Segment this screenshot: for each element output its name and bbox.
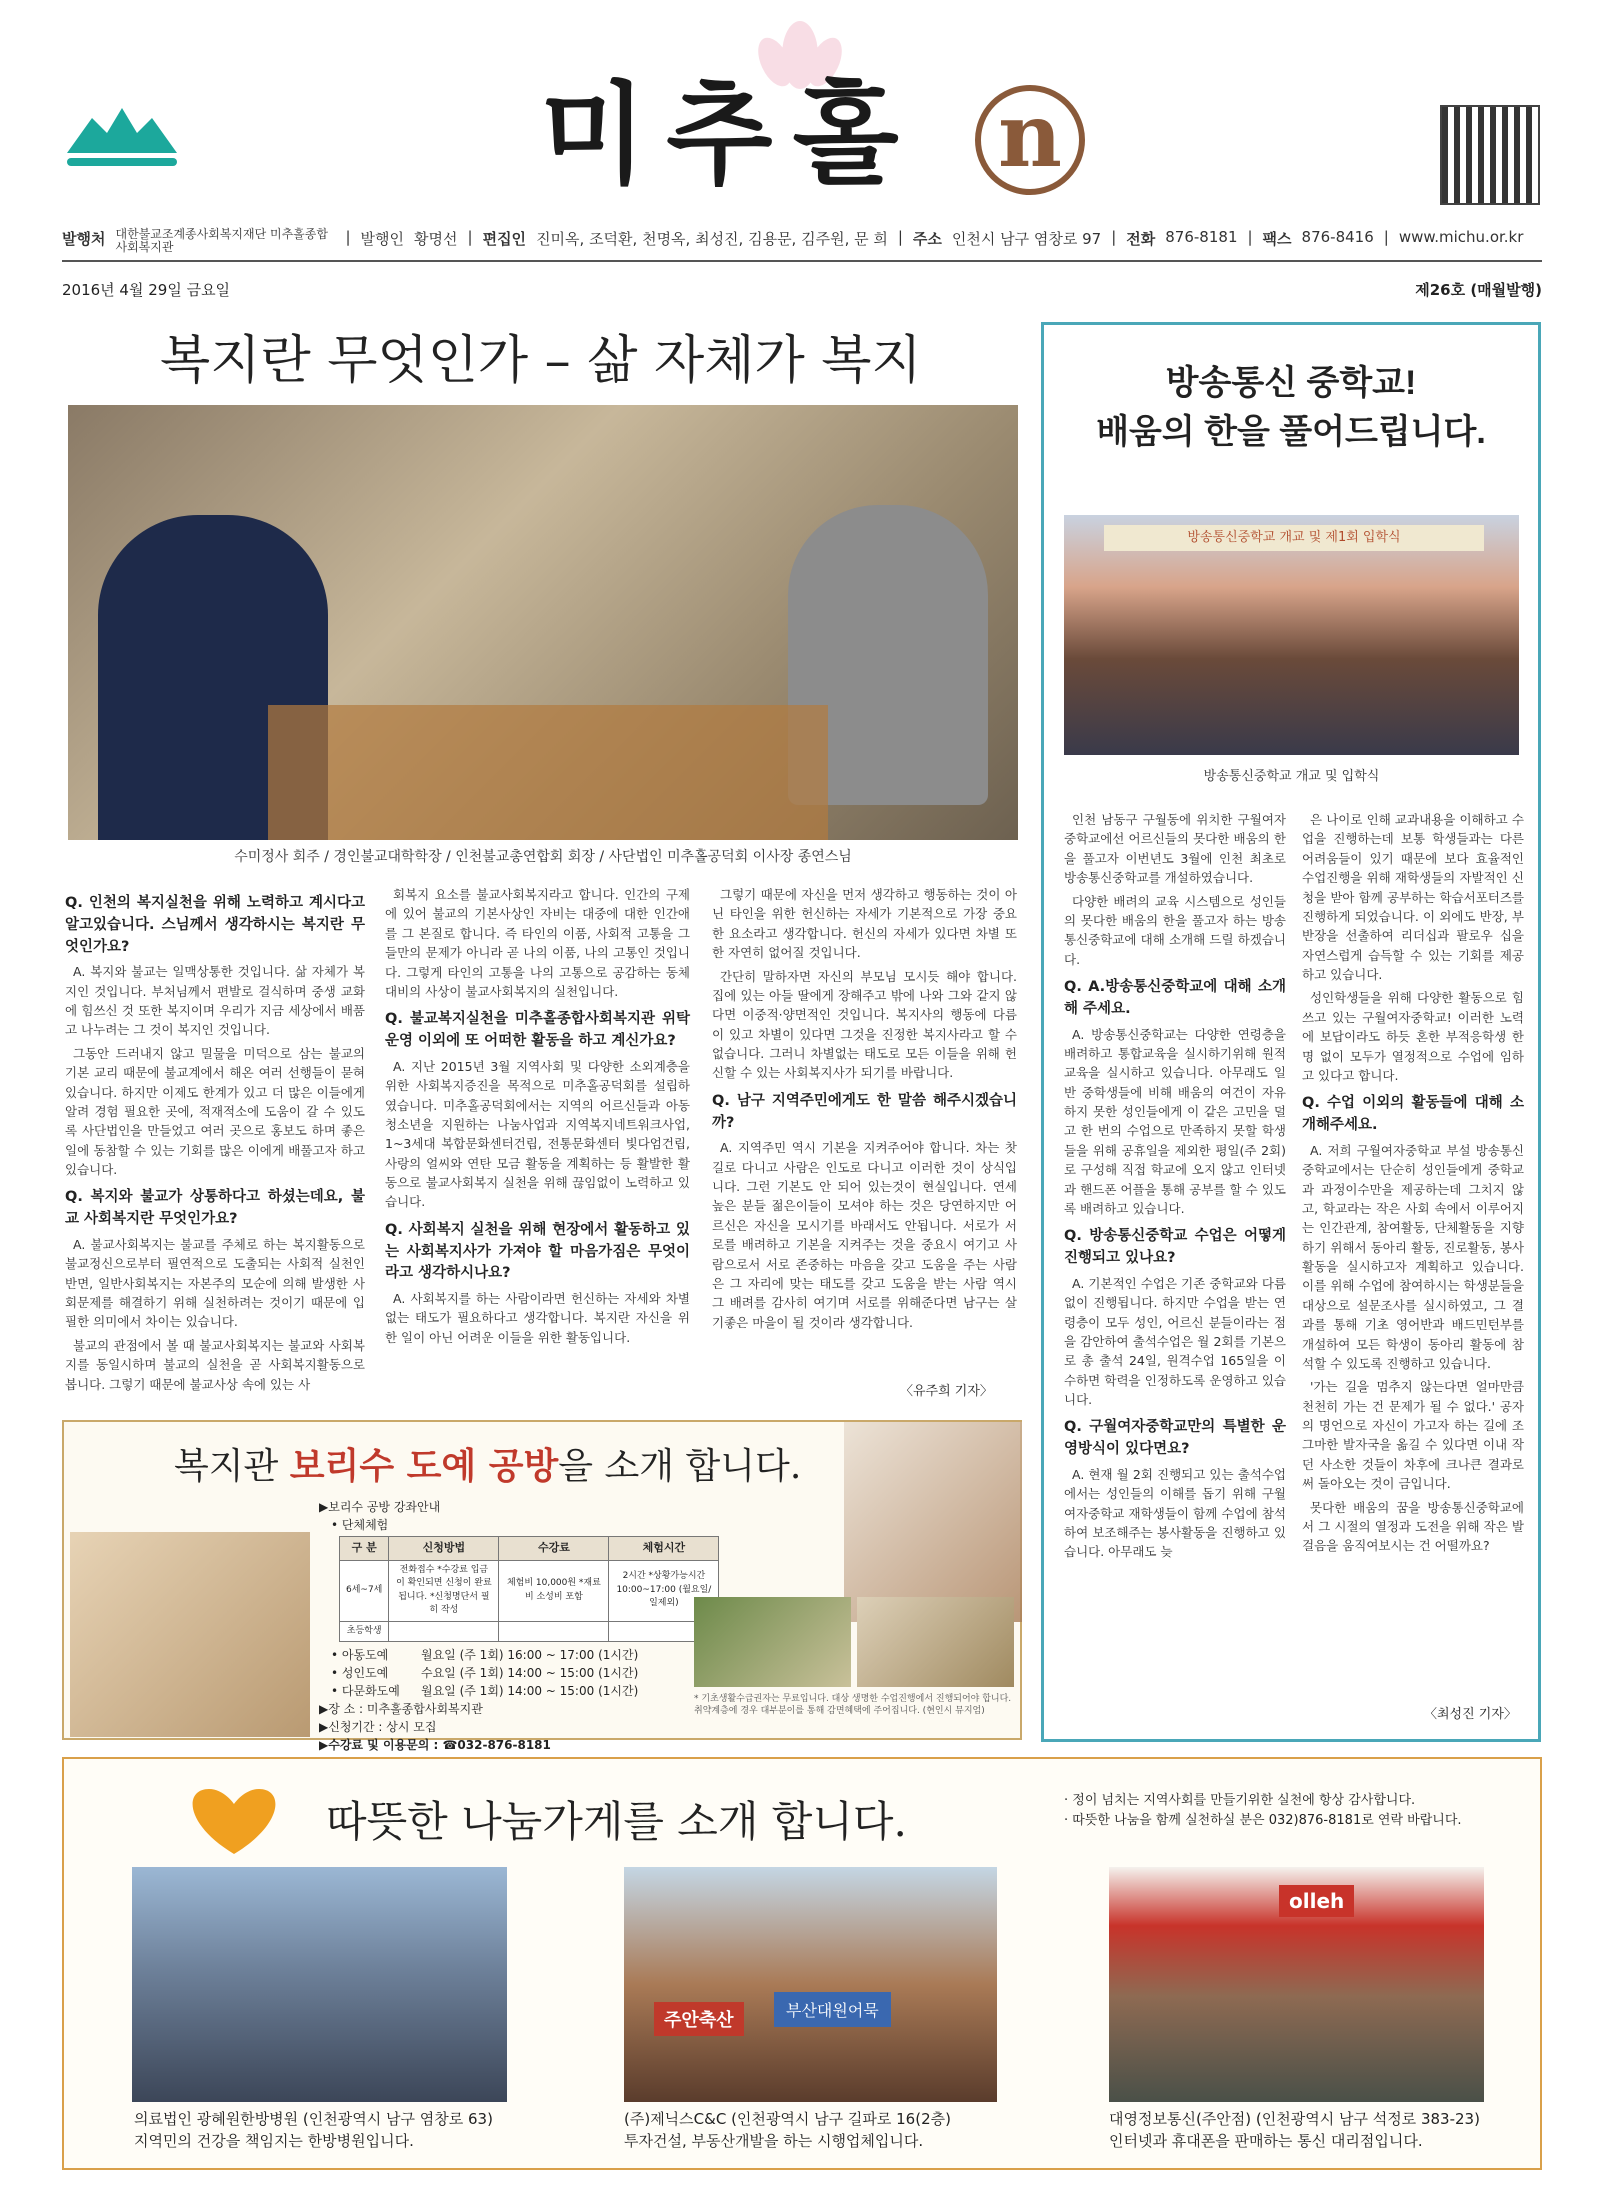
table-cell (389, 1621, 499, 1642)
schedule-time: 월요일 (주 1회) 16:00 ~ 17:00 (1시간) (421, 1648, 639, 1662)
table-cell: 전화접수 *수강료 입금이 확인되면 신청이 완료 됩니다. *신청명단서 필히 작성 (389, 1560, 499, 1621)
pottery-ad-title (174, 1438, 801, 1489)
issue-number: 제26호 (매월발행) (1415, 281, 1542, 299)
pottery-table (339, 1536, 719, 1642)
main-byline: 〈유주희 기자〉 (900, 1384, 993, 1399)
shops-note-1: · 정이 넘치는 지역사회를 만들기위한 실천에 항상 감사합니다. (1064, 1793, 1416, 1808)
paragraph: 회복지 요소를 불교사회복지라고 합니다. 인간의 구제에 있어 불교의 기본사상인 자비는 대중에 대한 인간애를 그 본질로 합니다. 즉 타인의 이품, 사회적 고통을 그들만의 문제가 아니라 곧 나의 이품, 나의 고통인 것입니다. 그렇게 타인의 고통을 나의 고통으로 공감하는 동체대비의 사상이 불교사회복지의 실천입니다. (385, 887, 690, 999)
question: Q. 사회복지 실천을 위해 현장에서 활동하고 있는 사회복지사가 가져야 할 마음가짐은 무엇이라고 생각하시나요? (385, 1221, 690, 1282)
pottery-photos (694, 1597, 1014, 1687)
table-row (340, 1621, 719, 1642)
paragraph: A. 불교사회복지는 불교를 주체로 하는 복지활동으로 불교정신으로부터 필연적으로 도출되는 사회적 실천인 반면, 일반사회복지는 자본주의 모순에 의해 발생한 사회문제를 해결하기 위해 실천하려는 것이기 때문에 입필한 의미에서 차이는 있습니다. (65, 1236, 365, 1330)
shop-name-3: 대영정보통신(주안점) (인천광역시 남구 석정로 383-23) (1109, 2110, 1480, 2128)
publisher-label: 발행처 (62, 230, 106, 248)
pottery-note: * 기초생활수급권자는 무료입니다. 대상 생명한 수업진행에서 진행되어야 합니다. 취약계층에 경우 대부분이를 통해 감면혜택에 주어집니다. (현인시 뮤지엄) (694, 1694, 1012, 1716)
main-col-2 (385, 885, 690, 1351)
pottery-apply: ▶신청기간 : 상시 모집 (319, 1720, 437, 1734)
fax-label: 팩스 (1262, 230, 1292, 248)
pottery-place: ▶장 소 : 미추홀종합사회복지관 (319, 1702, 483, 1716)
shop-desc-3: 인터넷과 휴대폰을 판매하는 통신 대리점입니다. (1109, 2131, 1423, 2150)
pottery-info (319, 1498, 719, 1754)
paragraph: '가는 길을 멈추지 않는다면 얼마만큼 천천히 가는 건 문제가 될 수 없다.' 공자의 명언으로 자신이 가고자 하는 길에 조그마한 발자국을 옮길 수 있다면 이내 작던 사소한 것들이 차후에 크나큰 결과로써 돌아오는 것이 금입니다. (1302, 1379, 1524, 1492)
paragraph: 간단히 말하자면 자신의 부모님 모시듯 해야 합니다. 집에 있는 아들 딸에게 장해주고 밖에 나와 그와 같지 않다면 이중적·양면적인 것입니다. 복지사의 행동에 다름이 있고 차별이 있다면 그것을 진정한 복지사라고 할 수 없습니다. 그러니 차별없는 태도로 모든 이들을 위해 헌신할 수 있는 사회복지사가 되기를 바랍니다. (712, 968, 1017, 1081)
main-col-1 (65, 885, 365, 1398)
paragraph: 은 나이로 인해 교과내용을 이해하고 수업을 진행하는데 보통 학생들과는 다른 어려움들이 있기 때문에 보다 효율적인 수업진행을 위해 재학생들의 자발적인 신청을 받아 함께 공부하는 학습서포터즈를 진행하게 되었습니다. 이 외에도 반장, 부반장을 선출하여 리더십과 팔로우 십을 자연스럽게 습득할 수 있는 기회를 제공하고 있습니다. (1302, 812, 1524, 982)
right-headline-2: 배움의 한을 풀어드립니다. (1096, 413, 1486, 452)
table-header: 신청방법 (389, 1537, 499, 1561)
pottery-fee: ▶수강료 및 이용문의 : ☎032-876-8181 (319, 1738, 551, 1752)
shop-photo-2 (624, 1867, 997, 2102)
qr-code-icon[interactable] (1440, 105, 1540, 205)
shops-title: 따뜻한 나눔가게를 소개 합니다. (326, 1797, 907, 1846)
schedule-row (331, 1664, 719, 1682)
paragraph: 다양한 배려의 교육 시스템으로 성인들의 못다한 배움의 한을 풀고자 하는 방송통신중학교에 대해 소개해 드릴 하겠습니다. (1064, 893, 1286, 967)
shop-caption-3 (1109, 2109, 1539, 2153)
right-col-2 (1302, 810, 1524, 1560)
fax: 876-8416 (1301, 228, 1374, 246)
right-photo-caption: 방송통신중학교 개교 및 입학식 (1203, 769, 1380, 784)
pottery-photo-1 (694, 1597, 851, 1687)
table-header: 체험시간 (609, 1537, 719, 1561)
schedule-time: 월요일 (주 1회) 14:00 ~ 15:00 (1시간) (421, 1684, 639, 1698)
paragraph: A. 방송통신중학교는 다양한 연령층을 배려하고 통합교육을 실시하기위해 원적 교육을 실시하고 있습니다. 아무래도 일반 중학생들에 비해 배움의 여건이 자유하지 못한 성인들에게 이 같은 고민을 덜고 한 번의 수업으로 만족하지 못할 학생들을 위해 공휴일을 제외한 평일(주 2회)로 구성해 직접 학교에 오지 않고 인터넷과 핸드폰 어플을 통해 공부를 할 수 있도록 배려하고 있습니다. (1064, 1026, 1286, 1216)
shop-photo-1 (132, 1867, 507, 2102)
question: Q. 복지와 불교가 상통하다고 하셨는데요, 불교 사회복지란 무엇인가요? (65, 1189, 365, 1228)
table-row (340, 1560, 719, 1621)
issuer: 황명선 (414, 230, 458, 248)
website-link[interactable]: www.michu.or.kr (1398, 228, 1524, 246)
heart-hands-icon (164, 1779, 304, 1859)
ceremony-banner: 방송통신중학교 개교 및 제1회 입학식 (1104, 525, 1484, 551)
main-photo-caption: 수미정사 회주 / 경인불교대학학장 / 인천불교총연합회 회장 / 사단법인 미추홀공덕회 이사장 종연스님 (234, 849, 852, 865)
pottery-intro: ▶보리수 공방 강좌안내 (319, 1500, 441, 1514)
schedule-row (331, 1646, 719, 1664)
table-header: 수강료 (499, 1537, 609, 1561)
address: 인천시 남구 염창로 97 (951, 230, 1102, 248)
shop-desc-2: 투자건설, 부동산개발을 하는 시행업체입니다. (624, 2131, 924, 2150)
paragraph: A. 기본적인 수업은 기존 중학교와 다름없이 진행됩니다. 하지만 수업을 받는 연령층이 모두 성인, 어르신 분들이라는 점을 감안하여 출석수업은 월 2회를 기본으로 총 출석 24일, 원격수업 165일을 이수하면 학력을 인정하도록 운영하고 있습니다. (1064, 1275, 1286, 1407)
paragraph: A. 지난 2015년 3월 지역사회 및 다양한 소외계층을 위한 사회복지증진을 목적으로 미추홀공덕회를 설립하였습니다. 미추홀공덕회에서는 지역의 어르신들과 아동청소년을 지원하는 나눔사업과 지역복지네트워크사업, 1~3세대 복합문화센터건립, 전통문화센터 빛다엄건립, 사랑의 얼씨와 연탄 모금 활동을 계획하는 등 활발한 활동으로 불교사회복지 실천을 위해 끊임없이 노력하고 있습니다. (385, 1058, 690, 1210)
pottery-photo-2 (857, 1597, 1014, 1687)
pottery-group: • 단체체험 (331, 1518, 389, 1532)
paragraph: 못다한 배움의 꿈을 방송통신중학교에서 그 시절의 열정과 도전을 위해 작은 발걸음을 움직여보시는 건 어떨까요? (1302, 1499, 1524, 1554)
table-cell: 초등학생 (340, 1621, 389, 1642)
table-cell: 6세~7세 (340, 1560, 389, 1621)
question: Q. 구월여자중학교만의 특별한 운영방식이 있다면요? (1064, 1419, 1286, 1458)
paragraph: 그렇기 때문에 자신을 먼저 생각하고 행동하는 것이 아닌 타인을 위한 헌신하는 자세가 기본적으로 가장 중요한 요소라고 생각합니다. 헌신의 자세가 있다면 차별 또한 자연히 없어질 것입니다. (712, 887, 1017, 961)
table-cell: 체험비 10,000원 *재료비 소성비 포함 (499, 1560, 609, 1621)
masthead-n-mark: n (975, 85, 1085, 195)
schedule-label: • 다문화도예 (331, 1684, 400, 1698)
main-col-3 (712, 885, 1017, 1336)
paragraph: 불교의 관점에서 볼 때 불교사회복지는 불교와 사회복지를 동일시하며 불교의 실천을 곧 사회복지활동으로 봅니다. 그렇기 때문에 불교사상 속에 있는 사 (65, 1337, 365, 1392)
shop-name-2: (주)제닉스C&C (인천광역시 남구 길파로 16(2층) (624, 2110, 951, 2128)
shop-caption-2 (624, 2109, 1044, 2153)
paragraph: A. 복지와 불교는 일맥상통한 것입니다. 삶 자체가 복지인 것입니다. 부처님께서 편발로 걸식하며 중생 교화에 힘쓰신 것 또한 복지이며 우리가 지금 세상에서 배품고 나누려는 그 것이 복지인 것입니다. (65, 964, 365, 1038)
table-cell: 2시간 *상황가능시간 10:00~17:00 (월요일/일제외) (609, 1560, 719, 1621)
pottery-image-left (70, 1532, 310, 1737)
info-bar: 발행처 대한불교조계종사회복지재단 미추홀종합사회복지관 | 발행인 황명선 | 편집인 진미옥, 조덕환, 천명옥, 최성진, 김용문, 김주원, 문 희 | 주소 인천시 남구 염창로 97 | 전화 876-8181 | 팩스 876-8416 | www.michu.or.kr (62, 228, 1542, 262)
schedule-time: 수요일 (주 1회) 14:00 ~ 15:00 (1시간) (421, 1666, 639, 1680)
dateline: 2016년 4월 29일 금요일 (62, 281, 231, 299)
schedule-label: • 성인도예 (331, 1666, 389, 1680)
store-sign-3: olleh (1279, 1885, 1354, 1917)
main-headline: 복지란 무엇인가 – 삶 자체가 복지 (160, 331, 922, 391)
title-post: 을 소개 합니다. (558, 1446, 802, 1487)
sharing-shops-ad (62, 1757, 1542, 2170)
paragraph: A. 사회복지를 하는 사람이라면 헌신하는 자세와 차별없는 태도가 필요하다고 생각합니다. 복지란 자신을 위한 일이 아닌 어려운 이들을 위한 활동입니다. (385, 1291, 690, 1345)
interview-photo (68, 405, 1018, 840)
address-label: 주소 (912, 230, 942, 248)
question: Q. 남구 지역주민에게도 한 말씀 해주시겠습니까? (712, 1092, 1017, 1131)
question: Q. A.방송통신중학교에 대해 소개해 주세요. (1064, 979, 1286, 1017)
schedule-label: • 아동도예 (331, 1648, 389, 1662)
shop-desc-1: 지역민의 건강을 책임지는 한방병원입니다. (134, 2131, 414, 2150)
paragraph: A. 저희 구월여자중학교 부설 방송통신중학교에서는 단순히 성인들에게 중학교과 과정이수만을 제공하는데 그치지 않고, 학교라는 작은 사회 속에서 이루어지는 인간관계, 참여활동, 단체활동을 지향하기 위해서 동아리 활동, 진로활동, 봉사활동을 실시하고자 계획하고 있습니다. 이를 위해 수업에 참여하시는 학생분들을 대상으로 설문조사를 실시하였고, 그 결과를 통해 기초 영어반과 배드민턴부를 개설하여 모든 학생이 동아리 활동에 참석할 수 있도록 진행하고 있습니다. (1302, 1142, 1524, 1371)
pottery-ad (62, 1420, 1022, 1752)
schedule-row (331, 1682, 719, 1700)
shops-note-2: · 따뜻한 나눔을 함께 실천하실 분은 032)876-8181로 연락 바랍니다. (1064, 1813, 1462, 1828)
publisher-org: 대한불교조계종사회복지재단 미추홀종합사회복지관 (115, 227, 328, 255)
pottery-image-right (844, 1422, 1022, 1622)
paragraph: 그동안 드러내지 않고 밀물을 미덕으로 삼는 불교의 기본 교리 때문에 불교계에서 해온 여러 선행들이 묻혀있습니다. 하지만 이제도 한계가 있고 더 많은 이들에게 알려 경험 필요한 곳에, 적재적소에 도움이 갈 수 있도록 사단법인을 만들었고 여러 곳으로 홍보도 하며 좋은 일에 동참할 수 있는 기회를 많은 이에게 배풀고자 하고 있습니다. (65, 1045, 365, 1177)
shop-caption-1 (134, 2109, 554, 2153)
paragraph: 인천 남동구 구월동에 위치한 구월여자중학교에선 어르신들의 못다한 배움의 한을 풀고자 이번년도 3월에 인천 최초로 방송통신중학교를 개설하였습니다. (1064, 812, 1286, 886)
title-highlight: 보리수 도예 공방 (289, 1445, 559, 1487)
store-sign-2: 부산대원어묵 (774, 1992, 891, 2027)
right-byline: 〈최성진 기자〉 (1424, 1707, 1517, 1722)
masthead-title: 미추홀 (540, 70, 919, 199)
store-sign-1: 주안축산 (654, 2002, 744, 2036)
paragraph: A. 지역주민 역시 기본을 지켜주어야 합니다. 차는 찻길로 다니고 사람은 인도로 다니고 이러한 것이 상식입니다. 그런 기본도 안 되어 있는것이 현실입니다. 연세 높은 분들 젊은이들이 모셔야 하는 것은 당연하지만 어르신은 자신을 모시기를 바래서도 안됩니다. 서로가 서로를 배려하고 기본을 지켜주는 것을 중요시 여기고 사람으로서 서로 존중하는 마음을 갖고 도움을 주는 사람은 그 자리에 맞는 태도를 갖고 도움을 받는 사람 역시 그 배려를 감사히 여기며 서로를 위해준다면 남구는 살기좋은 마을이 될 것이라 생각합니다. (712, 1140, 1017, 1330)
issuer-label: 발행인 (360, 230, 405, 248)
shop-photo-3 (1109, 1867, 1484, 2102)
phone: 876-8181 (1165, 228, 1238, 246)
shop-name-1: 의료법인 광혜원한방병원 (인천광역시 남구 염창로 63) (134, 2110, 493, 2128)
question: Q. 수업 이외의 활동들에 대해 소개해주세요. (1302, 1095, 1524, 1133)
question: Q. 불교복지실천을 미추홀종합사회복지관 위탁 운영 이외에 또 어떠한 활동을 하고 계신가요? (385, 1011, 690, 1049)
right-col-1 (1064, 810, 1286, 1566)
right-feature-box (1041, 322, 1541, 1742)
school-ceremony-photo (1064, 515, 1519, 755)
editor-label: 편집인 (482, 230, 527, 248)
question: Q. 방송통신중학교 수업은 어떻게 진행되고 있나요? (1064, 1228, 1286, 1266)
mountain-logo-icon (62, 98, 182, 178)
title-pre: 복지관 (174, 1446, 279, 1487)
table-header: 구 분 (340, 1537, 389, 1561)
table-surface (268, 705, 828, 840)
table-cell (499, 1621, 609, 1642)
editors: 진미옥, 조덕환, 천명옥, 최성진, 김용문, 김주원, 문 희 (536, 230, 888, 248)
paragraph: A. 현재 월 2회 진행되고 있는 출석수업에서는 성인들의 이해를 돕기 위해 구월여자중학교 재학생들이 함께 수업에 참석하여 보조해주는 봉사활동을 진행하고 있습니다. 아무래도 늦 (1064, 1466, 1286, 1560)
phone-label: 전화 (1126, 230, 1156, 248)
paragraph: 성인학생들을 위해 다양한 활동으로 힘쓰고 있는 구월여자중학교! 이러한 노력에 보답이라도 하듯 혼한 부적응학생 한 명 없이 모두가 열정적으로 수업에 임하고 있다고 합니다. (1302, 990, 1524, 1083)
question: Q. 인천의 복지실천을 위해 노력하고 계시다고 알고있습니다. 스님께서 생각하시는 복지란 무엇인가요? (65, 895, 365, 955)
right-headline-1: 방송통신 중학교! (1165, 364, 1417, 402)
